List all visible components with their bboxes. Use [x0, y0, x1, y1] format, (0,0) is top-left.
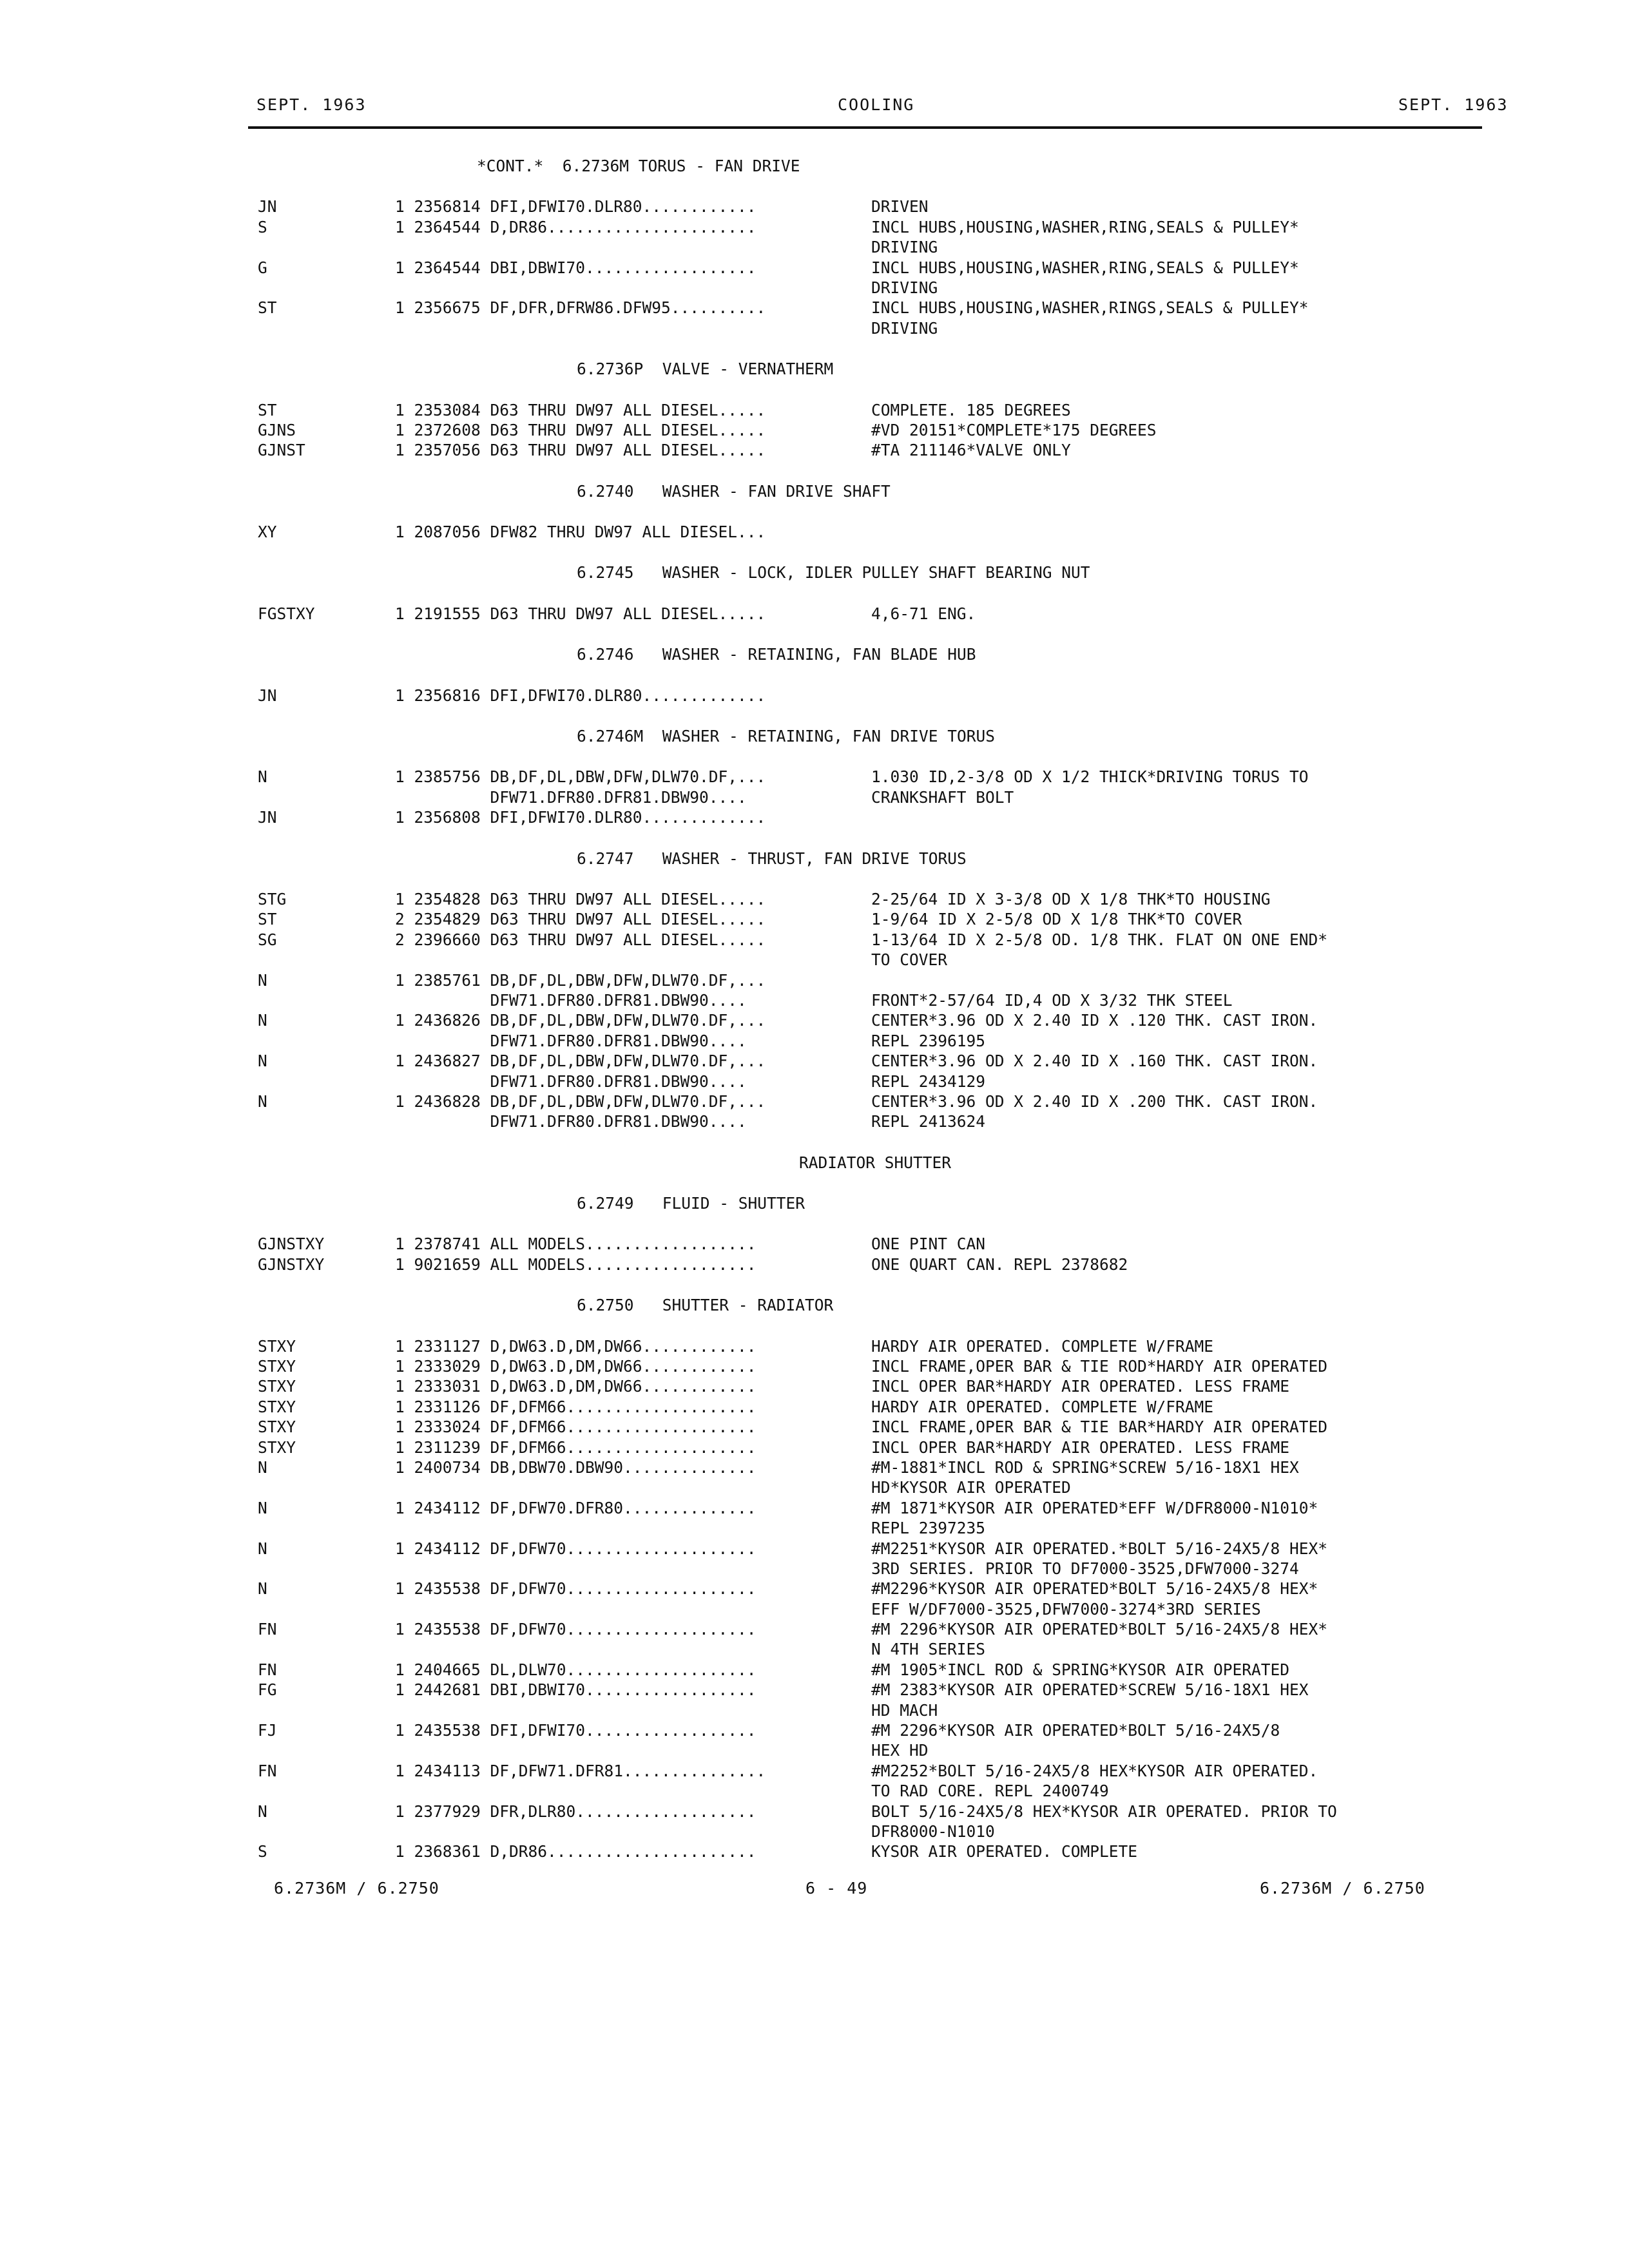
part-line	[258, 237, 1482, 257]
part-description: FRONT*2-57/64 ID,4 OD X 3/32 THK STEEL	[871, 990, 1233, 1010]
part-line	[258, 1720, 1482, 1740]
part-number: 1 2434113 DF,DFW71.DFR81...............	[395, 1761, 766, 1780]
part-number: 1 2368361 D,DR86......................	[395, 1842, 757, 1861]
part-line	[258, 889, 1482, 909]
part-line	[258, 1376, 1482, 1396]
part-line	[258, 1802, 1482, 1821]
part-description: DRIVING	[871, 238, 938, 257]
model-code: N	[258, 767, 267, 787]
part-description: REPL 2397235	[871, 1519, 986, 1538]
part-description: 3RD SERIES. PRIOR TO DF7000-3525,DFW7000-3274	[871, 1559, 1299, 1578]
part-description: #VD 20151*COMPLETE*175 DEGREES	[871, 420, 1157, 439]
part-line	[258, 1639, 1482, 1659]
model-code: N	[258, 1579, 267, 1599]
part-line	[258, 1498, 1482, 1518]
part-number: 1 2400734 DB,DBW70.DBW90..............	[395, 1457, 757, 1477]
model-code: ST	[258, 400, 277, 419]
model-code: FN	[258, 1761, 277, 1780]
footer-range-right: 6.2736M / 6.2750	[1260, 1879, 1425, 1898]
part-line	[258, 440, 1482, 460]
part-line	[258, 1072, 1482, 1091]
model-code: JN	[258, 197, 277, 216]
part-number: 1 2364544 D,DR86......................	[395, 217, 757, 236]
part-description: #TA 211146*VALVE ONLY	[871, 441, 1071, 460]
model-code: S	[258, 1842, 267, 1861]
part-line	[258, 1559, 1482, 1579]
section-heading: 6.2736P VALVE - VERNATHERM	[577, 360, 834, 379]
model-code: ST	[258, 298, 277, 318]
heading-gap	[258, 583, 1482, 604]
part-number: 1 2404665 DL,DLW70....................	[395, 1660, 757, 1679]
part-number: 1 2357056 D63 THRU DW97 ALL DIESEL.....	[395, 441, 766, 460]
part-number: 1 2331126 DF,DFM66....................	[395, 1397, 757, 1416]
model-code: XY	[258, 523, 277, 542]
part-description: N 4TH SERIES	[871, 1640, 986, 1659]
part-description: #M 2296*KYSOR AIR OPERATED*BOLT 5/16-24X5/8	[871, 1721, 1280, 1740]
heading-gap	[258, 380, 1482, 400]
part-line	[258, 1680, 1482, 1700]
section-heading: RADIATOR SHUTTER	[799, 1153, 952, 1172]
model-code: FN	[258, 1620, 277, 1639]
part-line	[258, 1518, 1482, 1538]
part-description: ONE PINT CAN	[871, 1235, 986, 1254]
part-line	[258, 298, 1482, 318]
part-description: REPL 2413624	[871, 1112, 986, 1131]
header-date-left: SEPT. 1963	[256, 95, 367, 114]
parts-listing	[258, 156, 1482, 1862]
part-number: 1 2333031 D,DW63.D,DM,DW66............	[395, 1377, 757, 1396]
model-code: N	[258, 1498, 267, 1517]
part-description: ONE QUART CAN. REPL 2378682	[871, 1254, 1128, 1274]
part-description: HARDY AIR OPERATED. COMPLETE W/FRAME	[871, 1397, 1214, 1416]
part-number: DFW71.DFR80.DFR81.DBW90....	[395, 1072, 747, 1091]
section-gap	[258, 624, 1482, 644]
section-gap	[258, 1274, 1482, 1295]
part-description: #M 2296*KYSOR AIR OPERATED*BOLT 5/16-24X5/8 HEX*	[871, 1620, 1328, 1639]
section-gap	[258, 1132, 1482, 1153]
header-section-title: COOLING	[838, 95, 915, 114]
part-number: 1 2436826 DB,DF,DL,DBW,DFW,DLW70.DF,...	[395, 1011, 766, 1030]
part-description: CRANKSHAFT BOLT	[871, 787, 1014, 807]
part-number: 1 2356816 DFI,DFWI70.DLR80.............	[395, 686, 766, 705]
section-gap	[258, 828, 1482, 849]
part-number: DFW71.DFR80.DFR81.DBW90....	[395, 1031, 747, 1050]
model-code: N	[258, 1011, 267, 1030]
part-description: #M2252*BOLT 5/16-24X5/8 HEX*KYSOR AIR OPERATED.	[871, 1761, 1318, 1780]
part-description: INCL HUBS,HOUSING,WASHER,RINGS,SEALS & PULLEY*	[871, 298, 1309, 318]
part-description: #M 1871*KYSOR AIR OPERATED*EFF W/DFR8000-N1010*	[871, 1498, 1318, 1517]
part-number: 1 2434112 DF,DFW70.DFR80..............	[395, 1498, 757, 1517]
footer-page-number: 6 - 49	[805, 1879, 868, 1898]
heading-gap	[258, 1316, 1482, 1336]
model-code: GJNSTXY	[258, 1254, 325, 1274]
part-description: #M 1905*INCL ROD & SPRING*KYSOR AIR OPERATED	[871, 1660, 1290, 1679]
section-gap	[258, 1173, 1482, 1193]
part-line	[258, 1477, 1482, 1497]
part-description: CENTER*3.96 OD X 2.40 ID X .120 THK. CAST IRON.	[871, 1011, 1318, 1030]
part-description: DRIVING	[871, 318, 938, 338]
part-description: HD MACH	[871, 1700, 938, 1720]
part-description: INCL OPER BAR*HARDY AIR OPERATED. LESS FRAME	[871, 1377, 1290, 1396]
model-code: N	[258, 1539, 267, 1558]
part-line	[258, 400, 1482, 420]
model-code: STXY	[258, 1418, 296, 1437]
part-line	[258, 1700, 1482, 1720]
footer-range-left: 6.2736M / 6.2750	[274, 1879, 439, 1898]
model-code: FJ	[258, 1721, 277, 1740]
model-code: FGSTXY	[258, 604, 315, 623]
part-line	[258, 522, 1482, 542]
part-description: HD*KYSOR AIR OPERATED	[871, 1478, 1071, 1497]
model-code: STG	[258, 889, 287, 908]
model-code: GJNS	[258, 420, 296, 439]
part-number: DFW71.DFR80.DFR81.DBW90....	[395, 787, 747, 807]
section-heading: 6.2749 FLUID - SHUTTER	[577, 1194, 805, 1213]
part-description: HEX HD	[871, 1741, 929, 1760]
part-number: 1 2385761 DB,DF,DL,DBW,DFW,DLW70.DF,...	[395, 970, 766, 990]
part-number: 1 2354828 D63 THRU DW97 ALL DIESEL.....	[395, 889, 766, 908]
part-line	[258, 767, 1482, 787]
part-number: 1 2434112 DF,DFW70....................	[395, 1539, 757, 1558]
part-description: 2-25/64 ID X 3-3/8 OD X 1/8 THK*TO HOUSING	[871, 889, 1271, 908]
model-code: JN	[258, 808, 277, 827]
part-number: 1 2356814 DFI,DFWI70.DLR80............	[395, 197, 757, 216]
heading-gap	[258, 869, 1482, 889]
section-gap	[258, 542, 1482, 562]
part-description: INCL HUBS,HOUSING,WASHER,RING,SEALS & PULLEY*	[871, 258, 1299, 277]
part-number: 1 2377929 DFR,DLR80...................	[395, 1802, 757, 1821]
model-code: S	[258, 217, 267, 236]
section-heading: *CONT.* 6.2736M TORUS - FAN DRIVE	[477, 157, 800, 175]
part-number: 1 2333024 DF,DFM66....................	[395, 1418, 757, 1437]
part-description: 1-9/64 ID X 2-5/8 OD X 1/8 THK*TO COVER	[871, 910, 1242, 929]
header-date-right: SEPT. 1963	[1398, 95, 1509, 114]
part-line	[258, 1539, 1482, 1559]
part-description: #M-1881*INCL ROD & SPRING*SCREW 5/16-18X1 HEX	[871, 1457, 1299, 1477]
part-description: CENTER*3.96 OD X 2.40 ID X .200 THK. CAST IRON.	[871, 1091, 1318, 1111]
part-description: #M2251*KYSOR AIR OPERATED.*BOLT 5/16-24X5/8 HEX*	[871, 1539, 1328, 1558]
part-description: DRIVEN	[871, 197, 929, 216]
part-line	[258, 278, 1482, 298]
model-code: FN	[258, 1660, 277, 1679]
part-line	[258, 318, 1482, 338]
model-code: STXY	[258, 1377, 296, 1396]
part-number: 1 2378741 ALL MODELS..................	[395, 1235, 757, 1254]
part-line	[258, 1397, 1482, 1417]
model-code: G	[258, 258, 267, 277]
part-line	[258, 1031, 1482, 1051]
part-line	[258, 950, 1482, 970]
part-line	[258, 909, 1482, 929]
heading-gap	[258, 176, 1482, 197]
part-line	[258, 1660, 1482, 1680]
section-gap	[258, 338, 1482, 359]
part-number: 1 2356808 DFI,DFWI70.DLR80.............	[395, 808, 766, 827]
model-code: STXY	[258, 1397, 296, 1416]
heading-gap	[258, 501, 1482, 522]
part-description: 1.030 ID,2-3/8 OD X 1/2 THICK*DRIVING TORUS TO	[871, 767, 1309, 787]
section-heading: 6.2745 WASHER - LOCK, IDLER PULLEY SHAFT BEARING NUT	[577, 563, 1090, 582]
part-number: 1 2435538 DFI,DFWI70..................	[395, 1721, 757, 1740]
part-description: REPL 2396195	[871, 1031, 986, 1050]
part-line	[258, 1234, 1482, 1254]
part-description: INCL FRAME,OPER BAR & TIE BAR*HARDY AIR OPERATED	[871, 1418, 1328, 1437]
part-description: TO COVER	[871, 950, 948, 970]
model-code: N	[258, 1091, 267, 1111]
model-code: N	[258, 1802, 267, 1821]
model-code: STXY	[258, 1357, 296, 1376]
header-rule	[248, 126, 1482, 129]
model-code: GJNSTXY	[258, 1235, 325, 1254]
part-line	[258, 197, 1482, 216]
part-number: 1 2442681 DBI,DBWI70..................	[395, 1680, 757, 1700]
part-number: 1 2435538 DF,DFW70....................	[395, 1620, 757, 1639]
part-line	[258, 1579, 1482, 1599]
part-number: 1 2191555 D63 THRU DW97 ALL DIESEL.....	[395, 604, 766, 623]
part-description: HARDY AIR OPERATED. COMPLETE W/FRAME	[871, 1336, 1214, 1356]
model-code: ST	[258, 910, 277, 929]
model-code: N	[258, 1052, 267, 1071]
part-line	[258, 1821, 1482, 1841]
part-line	[258, 1781, 1482, 1801]
part-description: DRIVING	[871, 278, 938, 297]
part-line	[258, 1091, 1482, 1111]
part-line	[258, 990, 1482, 1010]
part-number: 1 2331127 D,DW63.D,DM,DW66............	[395, 1336, 757, 1356]
part-line	[258, 1356, 1482, 1376]
part-line	[258, 1111, 1482, 1131]
part-line	[258, 970, 1482, 990]
part-line	[258, 1761, 1482, 1781]
part-line	[258, 420, 1482, 440]
section-heading: 6.2746 WASHER - RETAINING, FAN BLADE HUB	[577, 645, 976, 664]
part-line	[258, 1457, 1482, 1477]
model-code: N	[258, 970, 267, 990]
model-code: JN	[258, 686, 277, 705]
part-number: 1 2333029 D,DW63.D,DM,DW66............	[395, 1357, 757, 1376]
part-number: 1 2385756 DB,DF,DL,DBW,DFW,DLW70.DF,...	[395, 767, 766, 787]
part-number: 1 9021659 ALL MODELS..................	[395, 1254, 757, 1274]
model-code: STXY	[258, 1437, 296, 1457]
part-line	[258, 930, 1482, 950]
part-number: 1 2436828 DB,DF,DL,DBW,DFW,DLW70.DF,...	[395, 1091, 766, 1111]
part-number: 1 2087056 DFW82 THRU DW97 ALL DIESEL...	[395, 523, 766, 542]
section-heading: 6.2750 SHUTTER - RADIATOR	[577, 1296, 834, 1315]
heading-gap	[258, 665, 1482, 686]
section-heading: 6.2747 WASHER - THRUST, FAN DRIVE TORUS	[577, 849, 967, 868]
part-number: 1 2372608 D63 THRU DW97 ALL DIESEL.....	[395, 420, 766, 439]
model-code: STXY	[258, 1336, 296, 1356]
section-gap	[258, 461, 1482, 481]
model-code: SG	[258, 930, 277, 949]
part-number: 1 2353084 D63 THRU DW97 ALL DIESEL.....	[395, 400, 766, 419]
part-description: INCL FRAME,OPER BAR & TIE ROD*HARDY AIR OPERATED	[871, 1357, 1328, 1376]
part-line	[258, 1336, 1482, 1356]
part-line	[258, 686, 1482, 706]
part-number: 1 2436827 DB,DF,DL,DBW,DFW,DLW70.DF,...	[395, 1052, 766, 1071]
part-line	[258, 1740, 1482, 1760]
part-line	[258, 1254, 1482, 1274]
part-number: DFW71.DFR80.DFR81.DBW90....	[395, 990, 747, 1010]
part-description: KYSOR AIR OPERATED. COMPLETE	[871, 1842, 1138, 1861]
part-number: 1 2356675 DF,DFR,DFRW86.DFW95..........	[395, 298, 766, 318]
part-line	[258, 1051, 1482, 1071]
section-heading: 6.2740 WASHER - FAN DRIVE SHAFT	[577, 481, 891, 501]
part-description: COMPLETE. 185 DEGREES	[871, 400, 1071, 419]
part-number: 1 2311239 DF,DFM66....................	[395, 1437, 757, 1457]
part-line	[258, 807, 1482, 827]
part-line	[258, 604, 1482, 624]
part-number: 2 2396660 D63 THRU DW97 ALL DIESEL.....	[395, 930, 766, 949]
section-heading: 6.2746M WASHER - RETAINING, FAN DRIVE TORUS	[577, 727, 996, 746]
part-description: EFF W/DF7000-3525,DFW7000-3274*3RD SERIES	[871, 1599, 1261, 1619]
part-number: DFW71.DFR80.DFR81.DBW90....	[395, 1112, 747, 1131]
part-description: CENTER*3.96 OD X 2.40 ID X .160 THK. CAST IRON.	[871, 1052, 1318, 1071]
heading-gap	[258, 746, 1482, 767]
part-line	[258, 217, 1482, 237]
part-number: 1 2435538 DF,DFW70....................	[395, 1579, 757, 1599]
part-line	[258, 258, 1482, 278]
part-line	[258, 1599, 1482, 1619]
part-number: 1 2364544 DBI,DBWI70..................	[395, 258, 757, 277]
model-code: N	[258, 1457, 267, 1477]
part-description: #M 2383*KYSOR AIR OPERATED*SCREW 5/16-18X1 HEX	[871, 1680, 1309, 1700]
part-description: INCL OPER BAR*HARDY AIR OPERATED. LESS FRAME	[871, 1437, 1290, 1457]
part-description: 4,6-71 ENG.	[871, 604, 976, 623]
part-line	[258, 1010, 1482, 1030]
part-line	[258, 1437, 1482, 1457]
model-code: FG	[258, 1680, 277, 1700]
part-description: INCL HUBS,HOUSING,WASHER,RING,SEALS & PULLEY*	[871, 217, 1299, 236]
part-description: BOLT 5/16-24X5/8 HEX*KYSOR AIR OPERATED. PRIOR TO	[871, 1802, 1337, 1821]
part-description: REPL 2434129	[871, 1072, 986, 1091]
part-number: 2 2354829 D63 THRU DW97 ALL DIESEL.....	[395, 910, 766, 929]
section-gap	[258, 706, 1482, 726]
part-description: TO RAD CORE. REPL 2400749	[871, 1782, 1109, 1801]
part-line	[258, 1417, 1482, 1437]
heading-gap	[258, 1213, 1482, 1234]
part-line	[258, 1619, 1482, 1639]
part-line	[258, 787, 1482, 807]
part-description: #M2296*KYSOR AIR OPERATED*BOLT 5/16-24X5/8 HEX*	[871, 1579, 1318, 1599]
part-description: 1-13/64 ID X 2-5/8 OD. 1/8 THK. FLAT ON ONE END*	[871, 930, 1328, 949]
model-code: GJNST	[258, 441, 305, 460]
part-line	[258, 1841, 1482, 1861]
part-description: DFR8000-N1010	[871, 1822, 995, 1841]
